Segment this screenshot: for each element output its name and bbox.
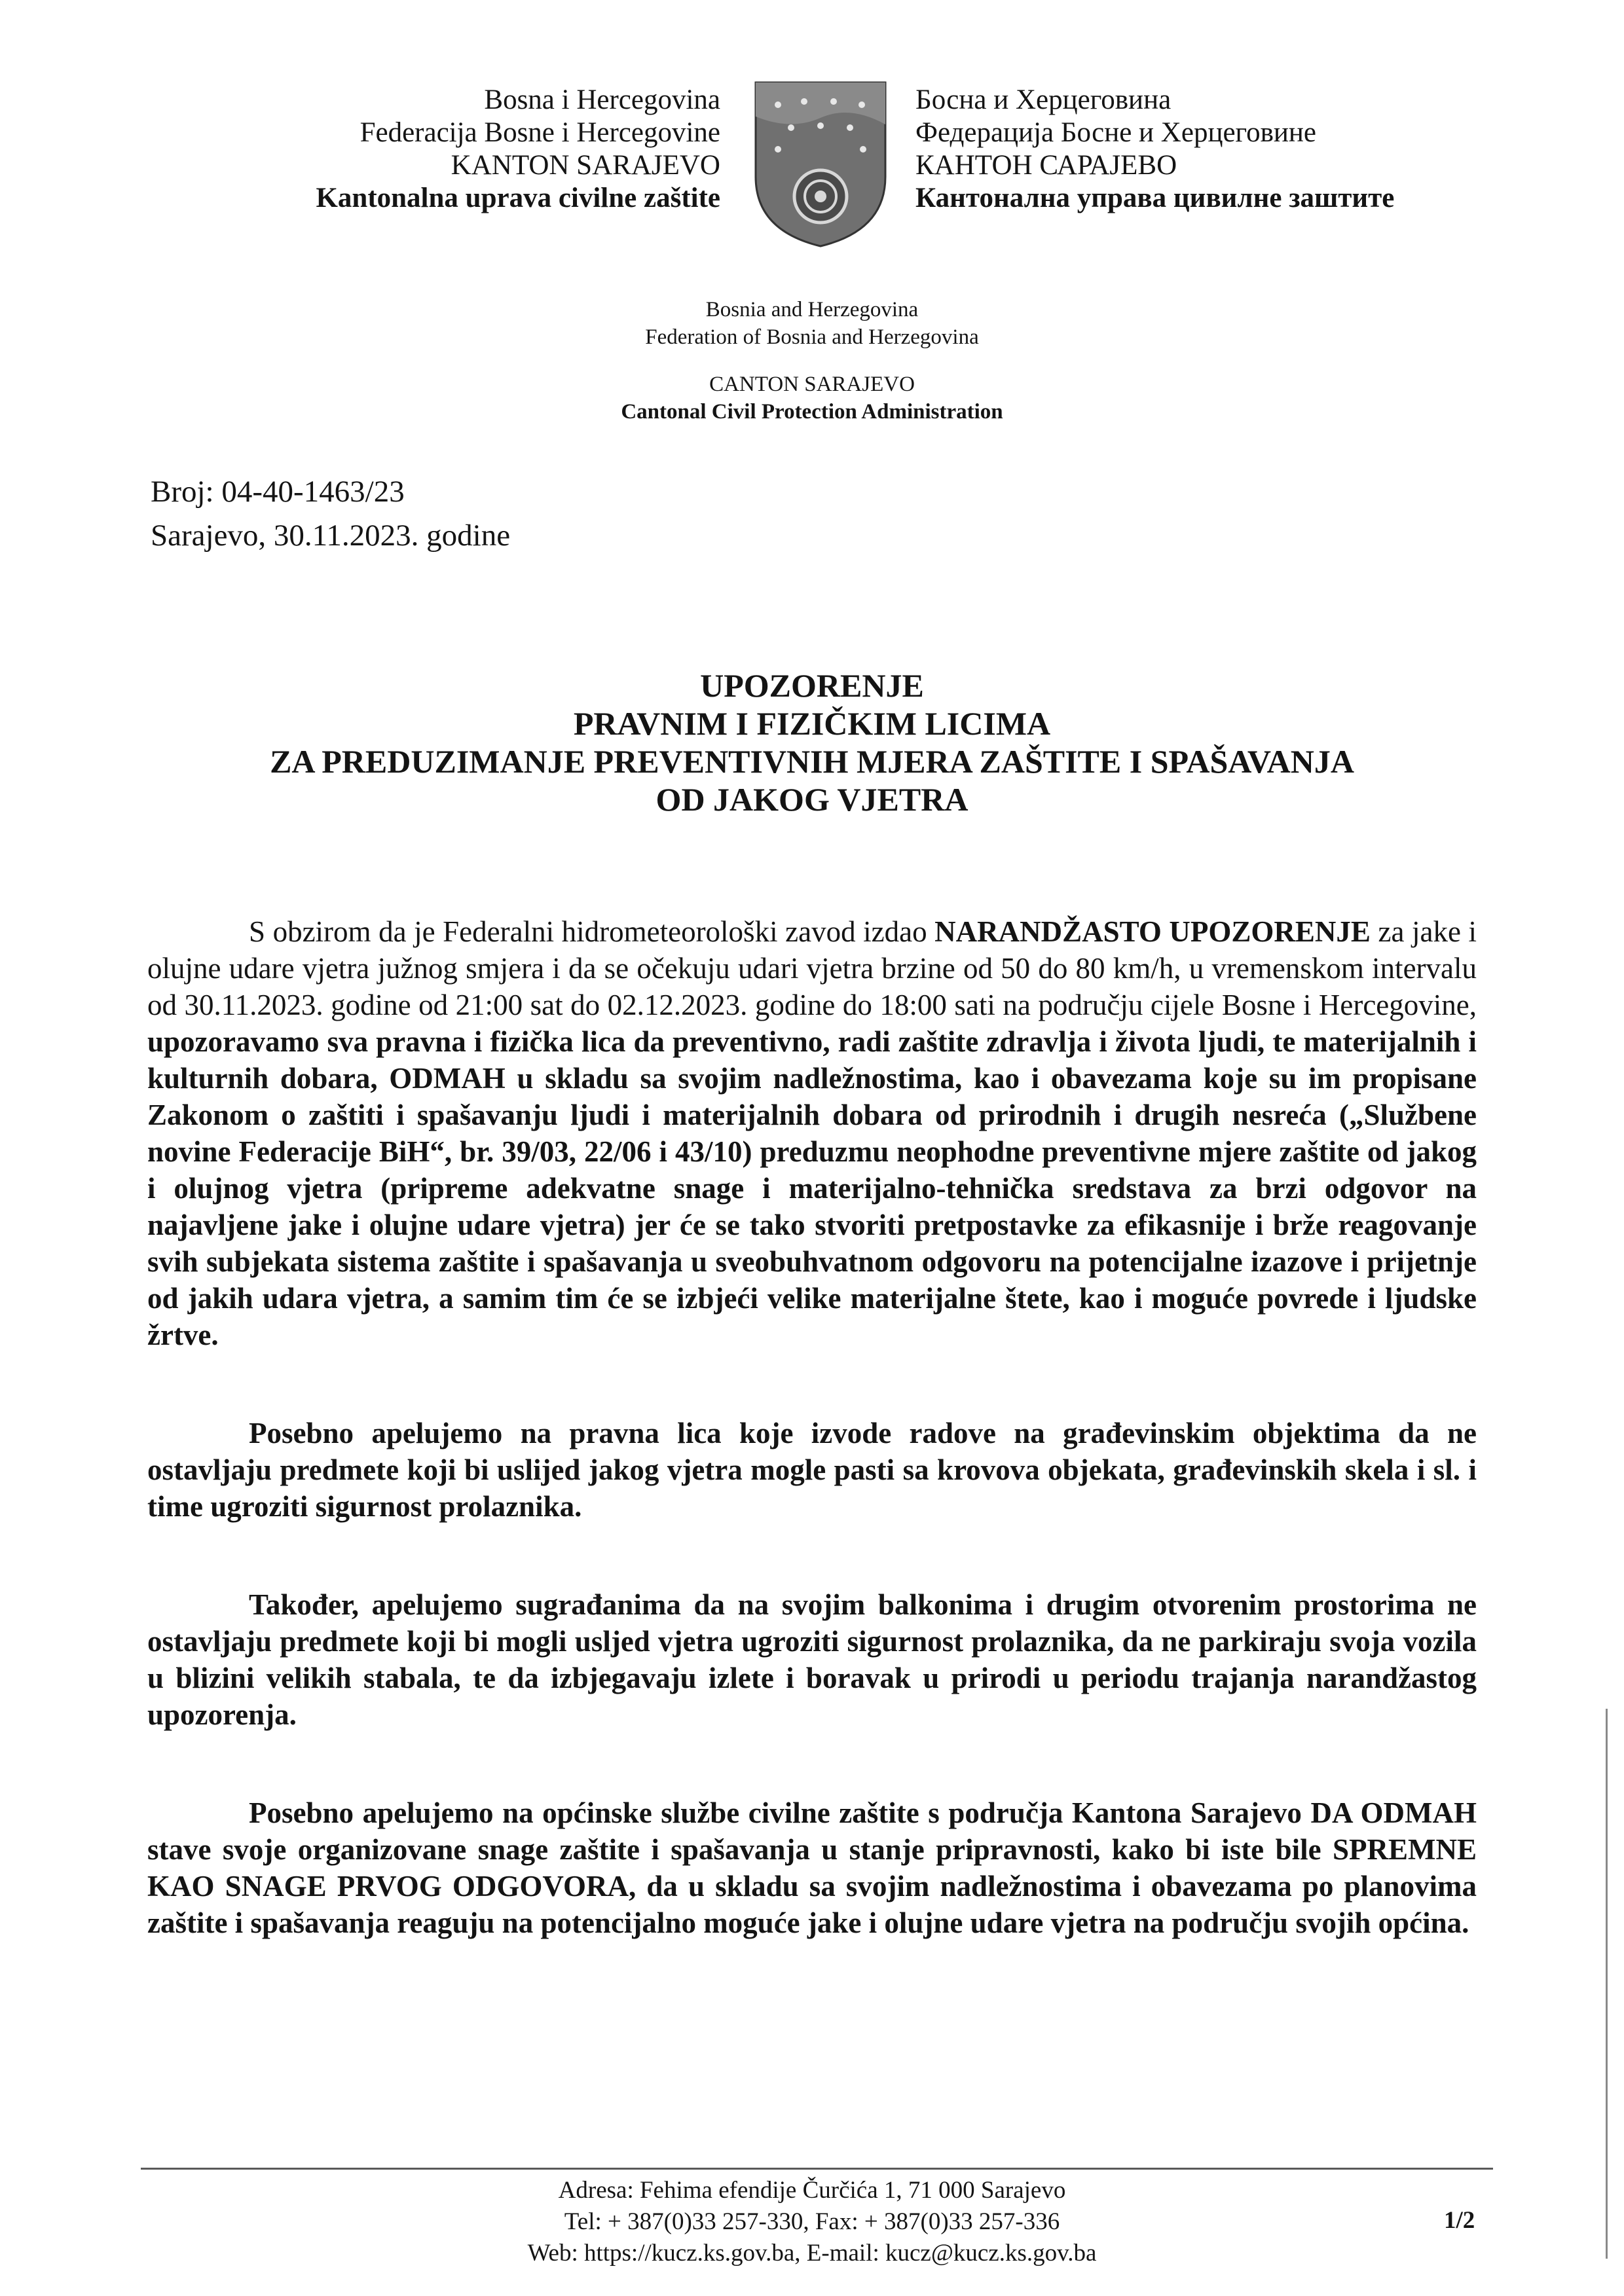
header-administration-english: Cantonal Civil Protection Administration xyxy=(621,400,1003,424)
title-line-2: PRAVNIM I FIZIČKIM LICIMA xyxy=(573,705,1051,742)
header-federation-latin: Federacija Bosne i Hercegovine xyxy=(360,117,720,148)
footer-phone: Tel: + 387(0)33 257-330, Fax: + 387(0)33 257-336 xyxy=(564,2208,1060,2235)
scan-edge-line xyxy=(1606,1709,1608,2259)
paragraph-1-text-2: za jake i olujne udare vjetra južnog smjera i da se očekuju udari vjetra brzine od 50 do 80 km/h, u vremenskom intervalu od 30.11.2023. godine od 21:00 sat do 02.12.2023. godine do 18:00 sati na području cijele Bosne i Hercegovine, xyxy=(147,915,1477,1021)
document-body xyxy=(147,913,1477,2003)
letterhead-latin xyxy=(196,84,720,215)
header-country-cyrillic: Босна и Херцеговина xyxy=(915,84,1172,115)
footer-divider xyxy=(141,2168,1493,2170)
paragraph-2: Posebno apelujemo na pravna lica koje izvode radove na građevinskim objektima da ne ostavljaju predmete koji bi uslijed jakog vjetra mogle pasti sa krovova objekata, građevinskih skela i sl. i time ugroziti sigurnost prolaznika. xyxy=(147,1417,1477,1523)
document-title xyxy=(151,666,1473,818)
header-administration-cyrillic: Кантонална управа цивилне заштите xyxy=(915,183,1395,213)
paragraph-3: Također, apelujemo sugrađanima da na svojim balkonima i drugim otvorenim prostorima ne ostavljaju predmete koji bi mogli usljed vjetra ugroziti sigurnost prolaznika, da ne parkiraju svoja vozila u blizini velikih stabala, te da izbjegavaju izlete i boravak u prirodi u periodu trajanja narandžastog upozorenja. xyxy=(147,1588,1477,1731)
footer-web: Web: https://kucz.ks.gov.ba, E-mail: kucz@kucz.ks.gov.ba xyxy=(527,2240,1097,2267)
footer-address: Adresa: Fehima efendije Čurčića 1, 71 000 Sarajevo xyxy=(558,2177,1066,2204)
header-country-latin: Bosna i Hercegovina xyxy=(484,84,720,115)
letterhead-cyrillic xyxy=(915,84,1505,215)
paragraph-1-text-1: S obzirom da je Federalni hidrometeorološki zavod izdao xyxy=(249,915,935,948)
header-country-english: Bosnia and Herzegovina xyxy=(705,298,919,321)
title-line-3: ZA PREDUZIMANJE PREVENTIVNIH MJERA ZAŠTITE I SPAŠAVANJA xyxy=(270,743,1354,780)
header-canton-cyrillic: КАНТОН САРАЈЕВО xyxy=(915,150,1177,181)
coat-of-arms-icon xyxy=(752,79,889,250)
reference-number: Broj: 04-40-1463/23 xyxy=(151,475,405,509)
header-federation-cyrillic: Федерација Босне и Херцеговине xyxy=(915,117,1317,148)
paragraph-4: Posebno apelujemo na općinske službe civilne zaštite s područja Kantona Sarajevo DA ODMAH stave svoje organizovane snage zaštite i spašavanja u stanje pripravnosti, kako bi iste bile SPREMNE KAO SNAGE PRVOG ODGOVORA, da u skladu sa svojim nadležnostima i obavezama po planovima zaštite i spašavanja reaguju na potencijalno moguće jake i olujne udare vjetra na području svojih općina. xyxy=(147,1796,1477,1939)
reference-place-date: Sarajevo, 30.11.2023. godine xyxy=(151,519,511,553)
paragraph-1-bold-2: upozoravamo sva pravna i fizička lica da preventivno, radi zaštite zdravlja i života ljudi, te materijalnih i kulturnih dobara, ODMAH u skladu sa svojim nadležnostima, kao i obavezama koje su im propisane Zakonom o zaštiti i spašavanju ljudi i materijalnih dobara od prirodnih i drugih nesreća („Službene novine Federacije BiH“, br. 39/03, 22/06 i 43/10) preduzmu neophodne preventivne mjere zaštite od jakog i olujnog vjetra (pripreme adekvatne snage i materijalno-tehnička sredstava za brzi odgovor na najavljene jake i olujne udare vjetra) jer će se tako stvoriti pretpostavke za efikasnije i brže reagovanje svih subjekata sistema zaštite i spašavanja u sveobuhvatnom odgovoru na potencijalne izazove i prijetnje od jakih udara vjetra, a samim tim će se izbjeći velike materijalne štete, kao i moguće povrede i ljudske žrtve. xyxy=(147,1025,1477,1351)
header-canton-english: CANTON SARAJEVO xyxy=(709,373,915,396)
header-canton-latin: KANTON SARAJEVO xyxy=(451,150,720,181)
paragraph-1-bold-1: NARANDŽASTO UPOZORENJE xyxy=(934,915,1371,948)
paragraph-1 xyxy=(147,913,1477,1353)
page-number: 1/2 xyxy=(1444,2207,1475,2234)
footer xyxy=(327,2175,1297,2269)
header-administration-latin: Kantonalna uprava civilne zaštite xyxy=(316,183,720,213)
title-line-4: OD JAKOG VJETRA xyxy=(655,781,969,818)
letterhead-english xyxy=(485,296,1139,426)
title-line-1: UPOZORENJE xyxy=(700,667,924,704)
header-federation-english: Federation of Bosnia and Herzegovina xyxy=(645,325,979,349)
document-reference xyxy=(151,470,510,558)
